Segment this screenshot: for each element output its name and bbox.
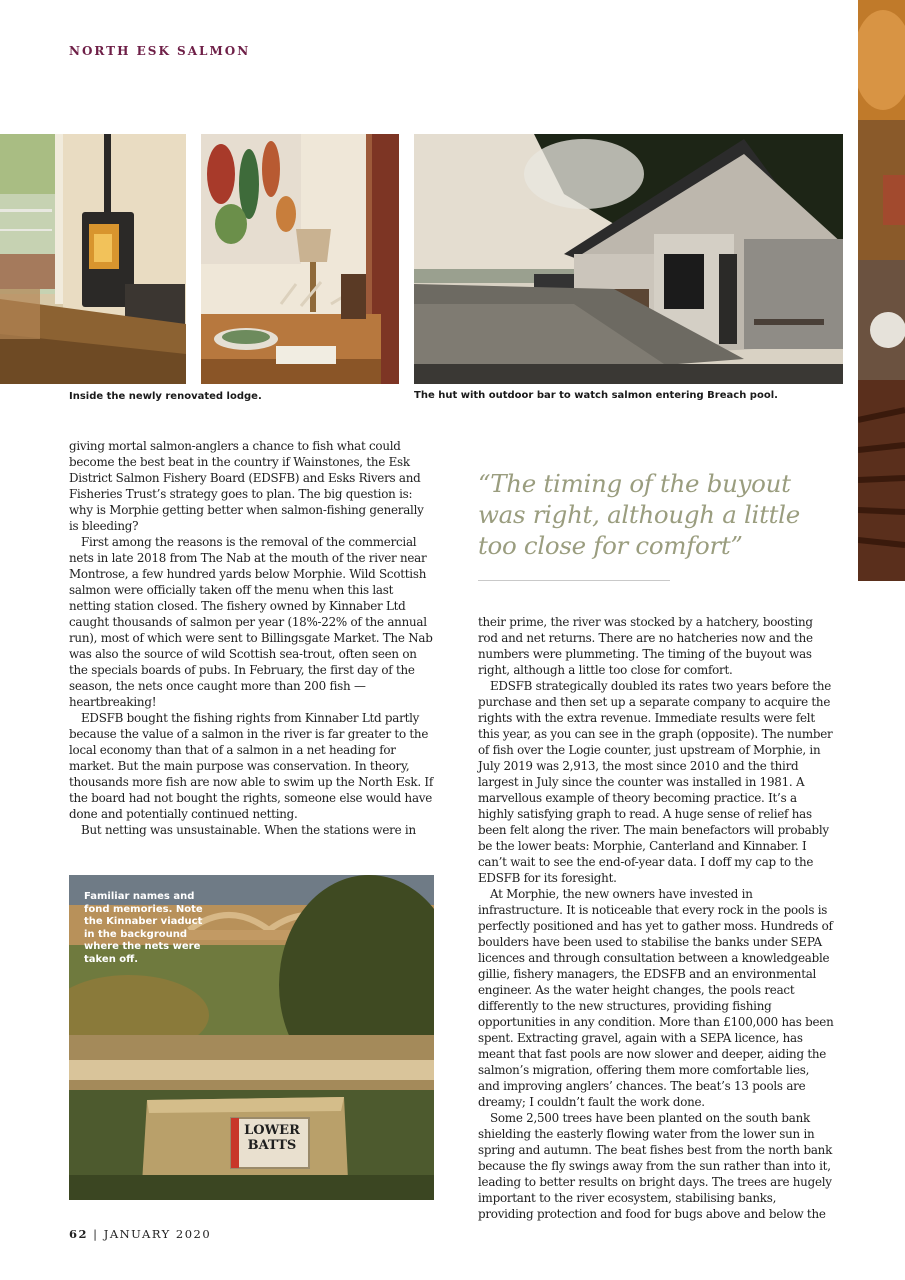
- body-paragraph: EDSFB strategically doubled its rates two years before the purchase and then set up a separate company to acquire the rights with the extra revenue. Immediate results were felt this year, as you can see in the graph (opposite). The number of fish over the Logie counter, just upstream of Morphie, in July 2019 was 2,913, the most since 2010 and the third largest in July since the counter was installed in 1981. A marvellous example of theory becoming practice. It’s a highly satisfying graph to read. A huge sense of relief has been felt along the river. The main benefactors will probably be the lower beats: Morphie, Canterland and Kinnaber. I can’t wait to see the end-of-year data. I doff my cap to the EDSFB for its foresight.: [478, 679, 833, 885]
- folio: [69, 1227, 211, 1241]
- body-paragraph: At Morphie, the new owners have invested in infrastructure. It is noticeable that every rock in the pools is perfectly positioned and has yet to gather moss. Hundreds of boulders have been used to stabilise the banks under SEPA licences and through consultation between a knowledgeable gillie, fishery managers, the EDSFB and an environmental engineer. As the water height changes, the pools react differently to the new structures, providing fishing opportunities in any condition. More than £100,000 has been spent. Extracting gravel, again with a SEPA licence, has meant that fast pools are now slower and deeper, aiding the salmon’s migration, offering them more comfortable lies, and improving anglers’ chances. The beat’s 13 pools are dreamy; I couldn’t fault the work done.: [478, 887, 834, 1109]
- body-paragraph: their prime, the river was stocked by a hatchery, boosting rod and net returns. There are no hatcheries now and the numbers were plummeting. The timing of the buyout was right, although a little too close for comfort.: [478, 615, 813, 677]
- lodge-interior-photo: [201, 134, 399, 384]
- section-header: NORTH ESK SALMON: [69, 44, 251, 58]
- page-number: 62: [69, 1227, 89, 1241]
- body-paragraph: But netting was unsustainable. When the stations were in: [81, 823, 416, 837]
- right-body-column: [478, 614, 834, 1222]
- folio-separator: |: [93, 1227, 99, 1241]
- sign-photo-caption: Familiar names and fond memories. Note the Kinnaber viaduct in the background where the nets were taken off.: [84, 891, 203, 965]
- body-paragraph: giving mortal salmon-anglers a chance to fish what could become the best beat in the country if Wainstones, the Esk District Salmon Fishery Board (EDSFB) and Esks Rivers and Fisheries Trust’s strategy goes to plan. The big question is: why is Morphie getting better when salmon-fishing generally is bleeding?: [69, 439, 424, 533]
- left-body-column: [69, 438, 433, 838]
- hut-photo: [414, 134, 843, 384]
- lodge-stove-photo: [0, 134, 186, 384]
- sign-text: [236, 1123, 308, 1153]
- adjacent-page-photo-strip: [858, 0, 905, 581]
- sign-line: LOWER: [244, 1123, 300, 1138]
- body-paragraph: Some 2,500 trees have been planted on the south bank shielding the easterly flowing water from the lower sun in spring and autumn. The beat fishes best from the north bank because the fly swings away from the sun rather than into it, leading to better results on bright days. The trees are hugely important to the river ecosystem, stabilising banks, providing protection and food for bugs above and below the: [478, 1111, 833, 1221]
- lodge-caption: Inside the newly renovated lodge.: [69, 391, 262, 402]
- body-paragraph: First among the reasons is the removal of the commercial nets in late 2018 from The Nab at the mouth of the river near Montrose, a few hundred yards below Morphie. Wild Scottish salmon were officially taken off the menu when this last netting station closed. The fishery owned by Kinnaber Ltd caught thousands of salmon per year (18%-22% of the annual run), most of which were sent to Billingsgate Market. The Nab was also the source of wild Scottish sea-trout, often seen on the specials boards of pubs. In February, the first day of the season, the nets once caught more than 200 fish — heartbreaking!: [69, 535, 433, 709]
- body-paragraph: EDSFB bought the fishing rights from Kinnaber Ltd partly because the value of a salmon in the river is far greater to the local economy than that of a salmon in a net heading for market. But the main purpose was conservation. In theory, thousands more fish are now able to swim up the North Esk. If the board had not bought the rights, someone else would have done and potentially continued netting.: [69, 711, 433, 821]
- hut-caption: The hut with outdoor bar to watch salmon entering Breach pool.: [414, 390, 778, 401]
- sign-line: BATTS: [247, 1138, 297, 1153]
- pull-quote: “The timing of the buyout was right, although a little too close for comfort”: [478, 469, 800, 560]
- issue-date: JANUARY 2020: [103, 1227, 212, 1241]
- pull-quote-rule: [478, 580, 670, 581]
